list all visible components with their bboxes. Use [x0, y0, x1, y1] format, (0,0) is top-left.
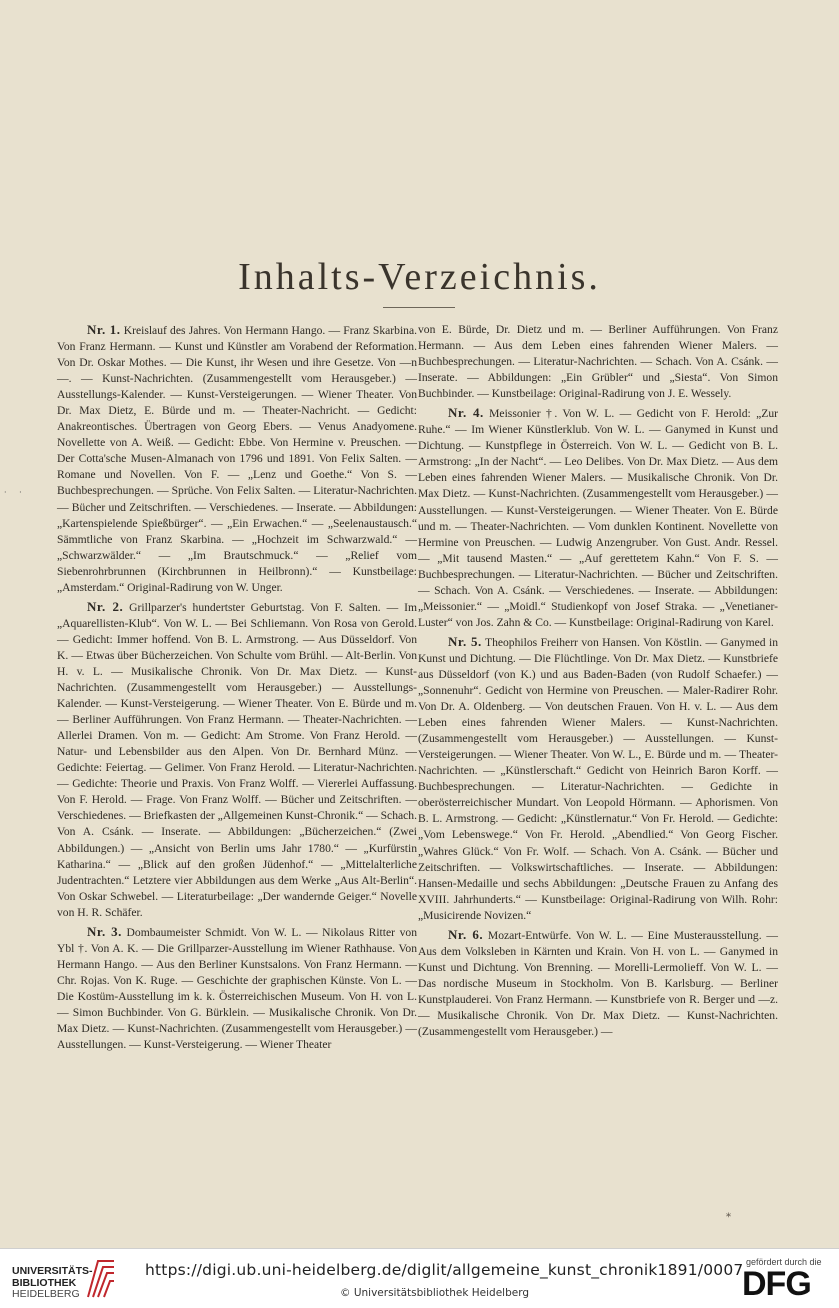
entry-nr4 — [418, 405, 778, 631]
title-rule — [383, 307, 455, 308]
entry-nr1 — [57, 322, 417, 596]
entry-text: Theophilos Freiherr von Hansen. Von Köstlin. — Ganymed in Kunst und Dichtung. — Die Flüchtlinge. Von Dr. Max Dietz. — Kunstbriefe aus Düsseldorf (von K.) und aus Baden-Baden (von Rudolf Schaefer.) — „Sonnenuhr“. Gedicht von Hermine von Preuschen. — Maler-Radirer Rohr. Von Dr. A. Oldenberg. — Von deutschen Frauen. Von H. v. L. — Aus dem Leben eines fahrenden Wiener Malers. — Kunst-Nachrichten. (Zusammengestellt vom Herausgeber.) — Ausstellungen. — Kunst-Versteigerungen. — Wiener Theater. Von W. L., E. Bürde und m. — Theater-Nachrichten. — „Künstlerschaft.“ Gedicht von Heinrich Baron Korff. — Buchbesprechungen. — Literatur-Nachrichten. — Gedichte in oberösterreichischer Mundart. Von Leopold Hörmann. — Aphorismen. Von B. L. Armstrong. — Gedicht: „Künstlernatur.“ Von Fr. Herold. — Gedichte: „Vom Lebenswege.“ Von Fr. Herold. „Abendlied.“ Von Georg Fischer. „Wahres Glück.“ Von Fr. Wolf. — Schach. Von A. Csánk. — Bücher und Zeitschriften. — Volkswirtschaftliches. — Inserate. — Abbildungen: Hansen-Medaille und sechs Abbildungen: „Deutsche Frauen zu Anfang des XVIII. Jahrhunderts.“ — Kunstbeilage: Original-Radirung von Wilh. Rohr: „Musicirende Novizen.“ — [418, 635, 778, 922]
right-column — [418, 322, 778, 1043]
logo-line: HEIDELBERG — [12, 1288, 80, 1300]
margin-specks: · · — [4, 488, 27, 497]
entry-nr5 — [418, 634, 778, 924]
entry-text: Mozart-Entwürfe. Von W. L. — Eine Musterausstellung. — Aus dem Volksleben in Kärnten und Krain. Von H. von L. — Ganymed in Kunst und Dichtung. Von Brenning. — Morelli-Lermolieff. Von W. L. — Das nordische Museum in Stockholm. Von B. Karlsburg. — Berliner Kunstplauderei. Von Franz Hermann. — Kunstbriefe von R. Berger und —z.— Musikalische Chronik. Von Dr. Max Dietz. — Kunst-Nachrichten. (Zusammengestellt vom Herausgeber.) — — [418, 928, 778, 1039]
entry-text: Kreislauf des Jahres. Von Hermann Hango. — Franz Skarbina. Von Franz Hermann. — Kunst und Künstler am Vorabend der Reformation. Von Dr. Oskar Mothes. — Die Kunst, ihr Wesen und ihre Gesetze. Von —n—. — Kunst-Nachrichten. (Zusammengestellt vom Herausgeber.) — Ausstellungs-Kalender. — Kunst-Versteigerungen. — Wiener Theater. Von Dr. Max Dietz, E. Bürde und m. — Theater-Nachricht. — Gedicht: Anakreontisches. Übertragen von Georg Ebers. — Venus Anadyomene. Novellette von A. Weiß. — Gedicht: Ebbe. Von Hermine v. Preuschen. — Der Cotta'sche Musen-Almanach von 1796 und 1891. Von Felix Salten. — Romane und Novellen. Von F. — „Lenz und Goethe.“ Von S. — Buchbesprechungen. — Sprüche. Von Felix Salten. — Literatur-Nachrichten. — Bücher und Zeitschriften. — Verschiedenes. — Inserate. — Abbildungen: „Kartenspielende Spießbürger“. — „Ein Erwachen.“ — „Seelenaustausch.“ Sämmtliche von Franz Skarbina. — „Hochzeit im Schwarzwald.“ — „Schwarzwälder.“ — „Im Brautschmuck.“ — „Relief vom Siebenrohrbrunnen (Kirchbrunnen in Heilbronn).“ — Kunstbeilage: „Amsterdam.“ Original-Radirung von W. Unger. — [57, 324, 418, 594]
library-logo-text[interactable] — [12, 1266, 93, 1301]
logo-line: UNIVERSITÄTS- — [12, 1265, 93, 1277]
entry-number: Nr. 2. — [87, 598, 124, 614]
library-logo-icon — [84, 1257, 118, 1299]
logo-line: BIBLIOTHEK — [12, 1276, 77, 1289]
copyright-notice: © Universitätsbibliothek Heidelberg — [340, 1287, 530, 1299]
entry-text: Meissonier †. Von W. L. — Gedicht von F. Herold: „Zur Ruhe.“ — Im Wiener Künstlerklub. Von W. L. — Ganymed in Kunst und Dichtung. — Kunstpflege in Österreich. Von W. L. — Gedicht von B. L. Armstrong: „In der Nacht“. — Leo Delibes. Von Dr. Max Dietz. — Aus dem Leben eines fahrenden Wiener Malers. — Musikalische Chronik. Von Dr. Max Dietz. — Kunst-Nachrichten. (Zusammengestellt vom Herausgeber.) — Ausstellungen. — Kunst-Versteigerungen. — Wiener Theater. Von E. Bürde und m. — Theater-Nachrichten. — Vom dunklen Kontinent. Novellette von Hermine von Preuschen. — Ludwig Anzengruber. Von Gust. Andr. Ressel. — „Mit tausend Masten.“ — „Auf gerettetem Kahn.“ Von F. S. — Buchbesprechungen. — Literatur-Nachrichten. — Bücher und Zeitschriften. — Schach. Von A. Csánk. — Verschiedenes. — Inserate. — Abbildungen: „Meissonier.“ — „Moidl.“ Studienkopf von Josef Straka. — „Venetianer-Luster“ von Jos. Zahn & Co. — Kunstbeilage: Original-Radirung von Karel. — [418, 407, 778, 629]
dfg-logo[interactable]: DFG — [742, 1265, 811, 1303]
entry-text: Dombaumeister Schmidt. Von W. L. — Nikolaus Ritter von Ybl †. Von A. K. — Die Grillparzer-Ausstellung im Wiener Rathhause. Von Hermann Hango. — Aus den Berliner Kunstsalons. Von Franz Hermann. — Chr. Rojas. Von K. Ruge. — Geschichte der graphischen Künste. Von L. — Die Kostüm-Ausstellung im k. k. Österreichischen Museum. Von H. von L. — Simon Buchbinder. Von G. Bürklein. — Musikalische Chronik. Von Dr. Max Dietz. — Kunst-Nachrichten. (Zusammengestellt vom Herausgeber.) — Ausstellungen. — Kunst-Versteigerung. — Wiener Theater — [57, 925, 417, 1052]
entry-text: Grillparzer's hundertster Geburtstag. Von F. Salten. — Im „Aquarellisten-Klub“. Von W. L. — Bei Schliemann. Von Rosa von Gerold. — Gedicht: Immer hoffend. Von B. L. Armstrong. — Aus Düsseldorf. Von K. — Etwas über Bücherzeichen. Von Schulte vom Brühl. — Alt-Berlin. Von H. v. L. — Musikalische Chronik. Von Dr. Max Dietz. — Kunst-Nachrichten. (Zusammengestellt vom Herausgeber.) — Ausstellungs-Kalender. — Kunst-Versteigerung. — Wiener Theater. Von E. Bürde und m. — Berliner Aufführungen. Von Franz Hermann. — Theater-Nachrichten. — Allerlei Dramen. Von m. — Gedicht: Am Strome. Von Franz Herold. — Natur- und Lebensbilder aus den Alpen. Von Dr. Bernhard Münz. — Gedichte: Feiertag. — Gelimer. Von Franz Herold. — Literatur-Nachrichten. — Gedichte: Theorie und Praxis. Von Franz Wolff. — Viererlei Auffassung. Von F. Herold. — Frage. Von Franz Wolff. — Bücher und Zeitschriften. — Verschiedenes. — Briefkasten der „Allgemeinen Kunst-Chronik.“ — Schach. Von A. Csánk. — Inserate. — Abbildungen: „Bücherzeichen.“ (Zwei Abbildungen.) — „Ansicht von Berlin ums Jahr 1780.“ — „Kurfürstin Katharina.“ — „Blick auf den großen Jüdenhof.“ — „Mittelalterliche Judentrachten.“ Letztere vier Abbildungen aus dem Werke „Aus Alt-Berlin“. Von Oskar Schwebel. — Literaturbeilage: „Der wandernde Geiger.“ Novelle von H. R. Schäfer. — [57, 600, 417, 919]
entry-nr3-continued — [418, 322, 778, 402]
entry-number: Nr. 4. — [448, 405, 484, 421]
entry-nr6 — [418, 927, 778, 1040]
page-mark: * — [726, 1212, 731, 1223]
left-column — [57, 322, 417, 1056]
funder-label: gefördert durch die — [746, 1257, 822, 1267]
entry-number: Nr. 1. — [87, 322, 121, 337]
viewer-footer — [0, 1248, 839, 1308]
entry-nr2 — [57, 599, 417, 921]
permalink-url[interactable]: https://digi.ub.uni-heidelberg.de/diglit/allgemeine_kunst_chronik1891/0007 — [145, 1261, 744, 1279]
entry-number: Nr. 3. — [87, 923, 122, 939]
entry-number: Nr. 5. — [448, 633, 482, 649]
entry-number: Nr. 6. — [448, 926, 484, 942]
entry-nr3 — [57, 924, 417, 1053]
entry-text: von E. Bürde, Dr. Dietz und m. — Berliner Aufführungen. Von Franz Hermann. — Aus dem Leben eines fahrenden Wiener Malers. — Buchbesprechungen. — Literatur-Nachrichten. — Schach. Von A. Csánk. — Inserate. — Abbildungen: „Ein Grübler“ und „Siesta“. Von Simon Buchbinder. — Kunstbeilage: Original-Radirung von J. E. Wessely. — [418, 323, 778, 401]
page-title: Inhalts-Verzeichnis. — [238, 256, 601, 298]
